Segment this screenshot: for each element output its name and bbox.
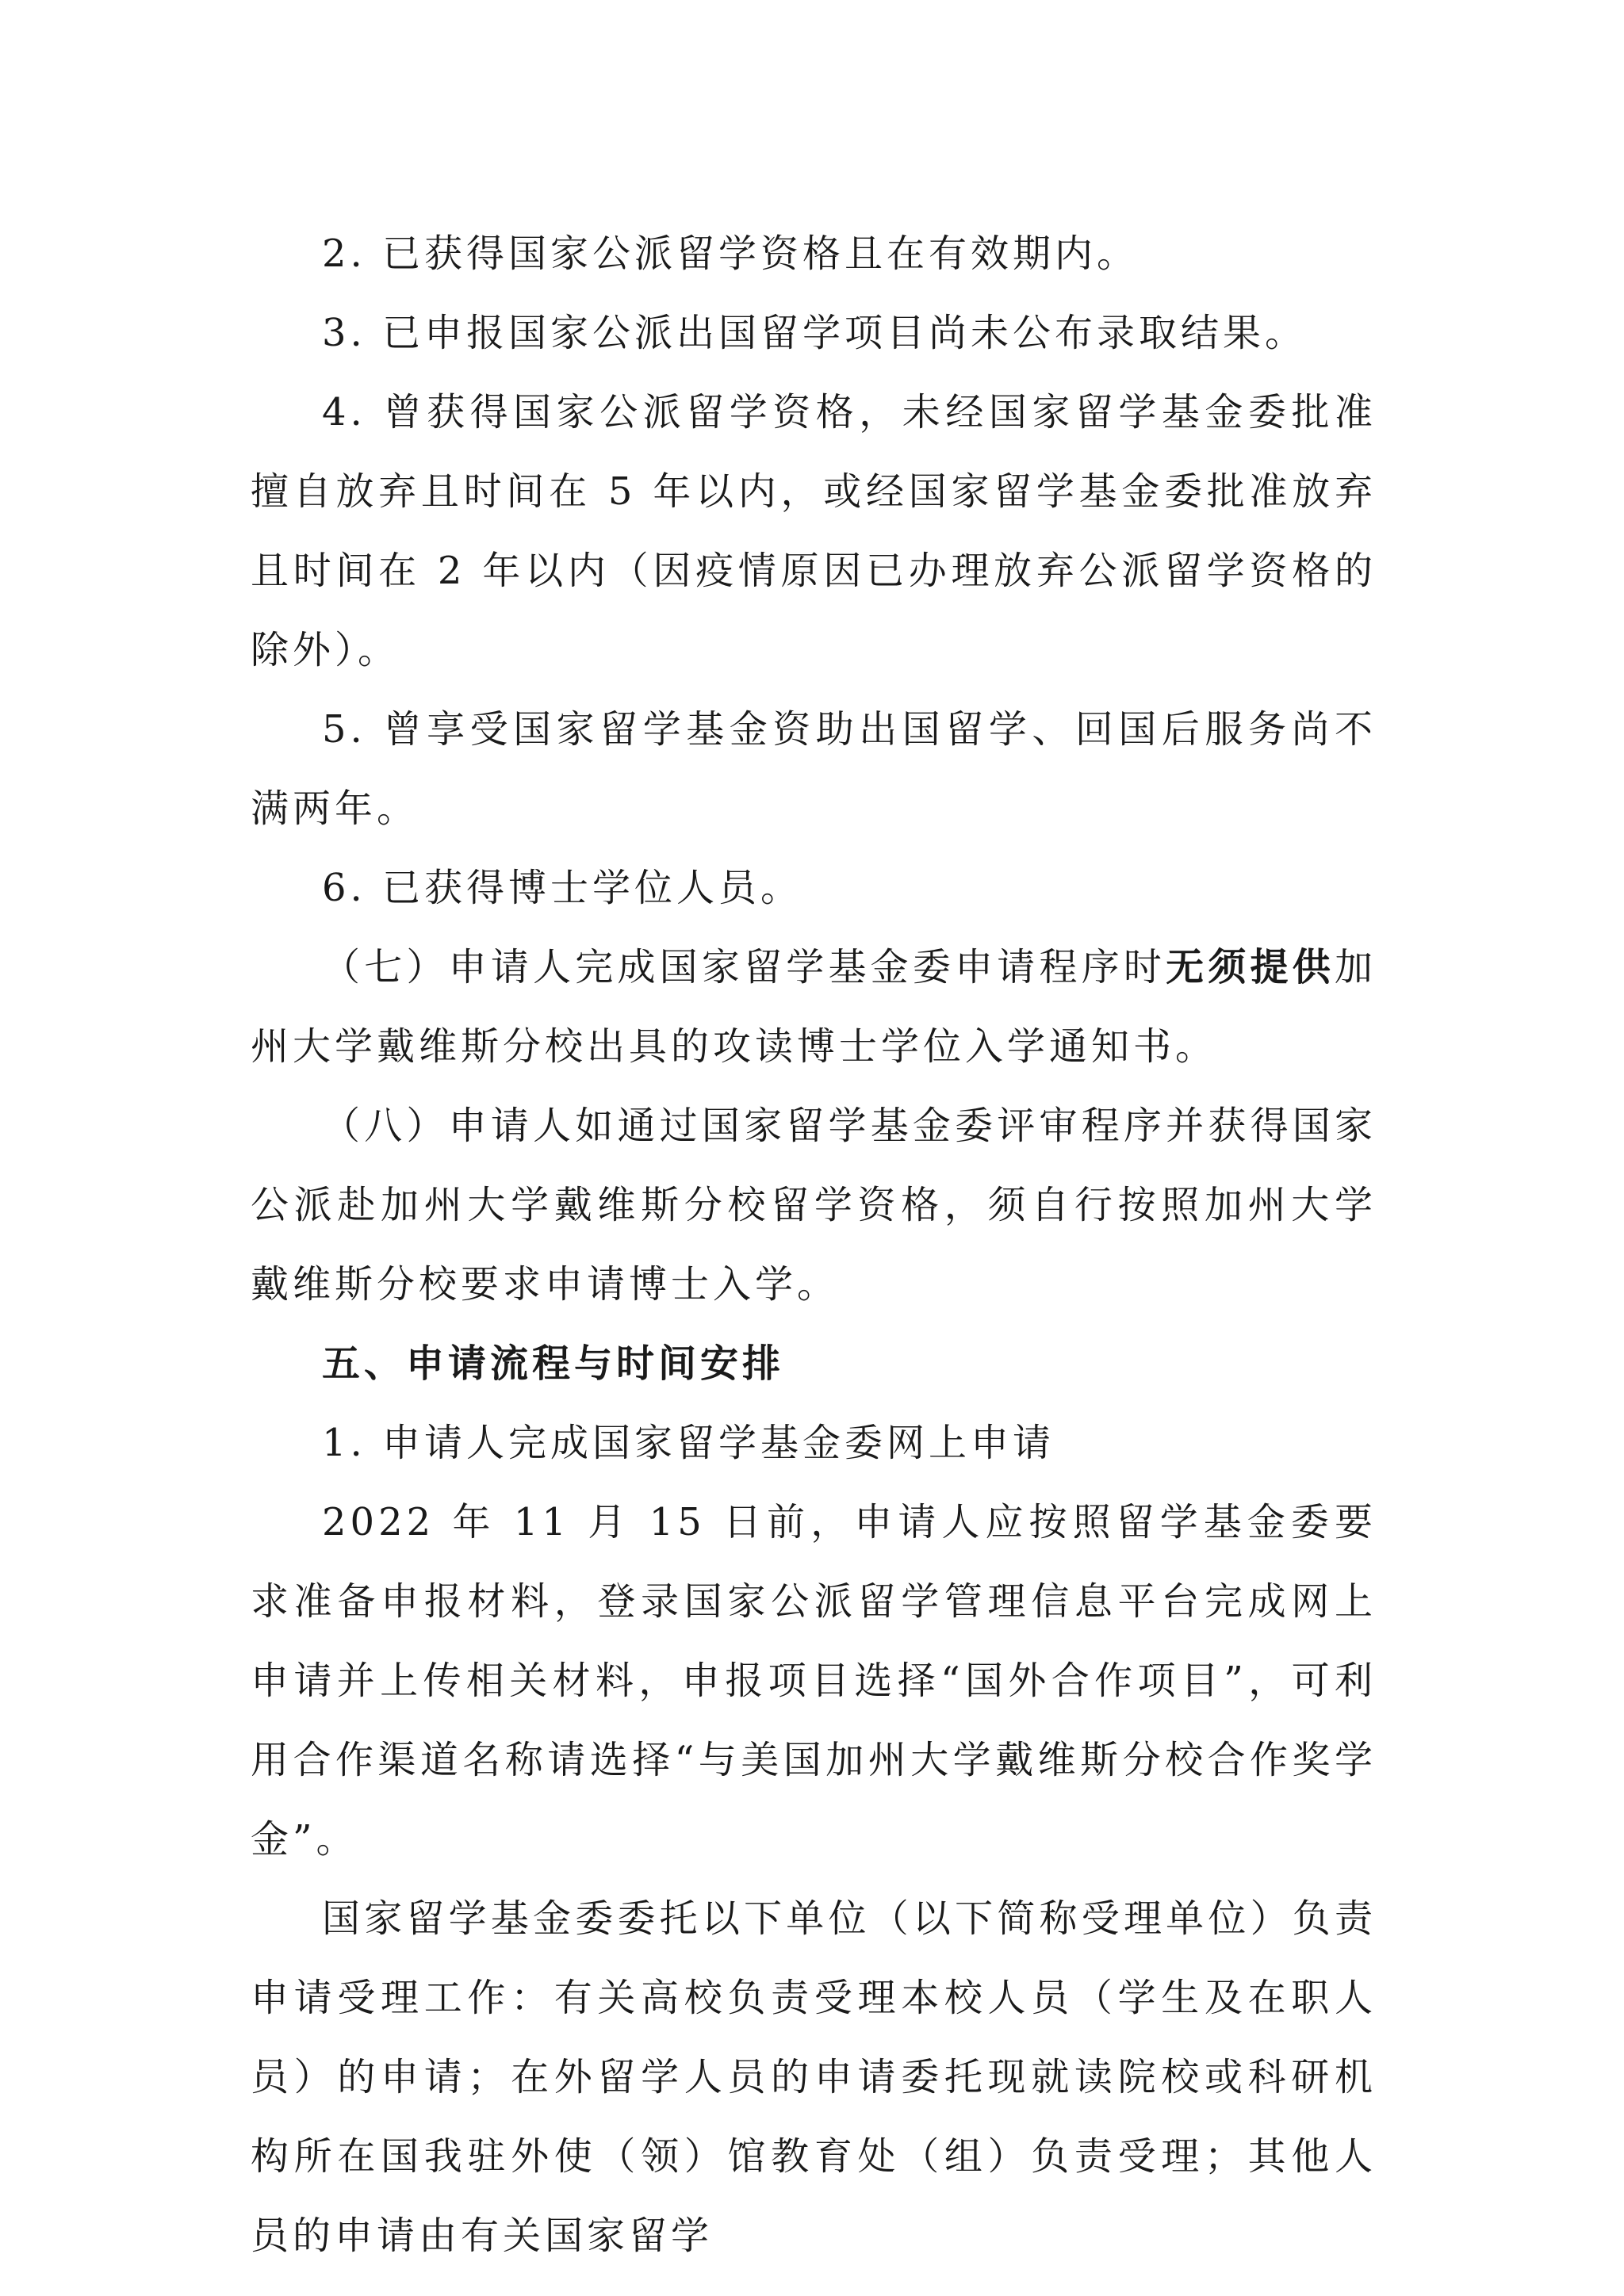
clause-7-text-after: 加州大学戴维斯分校出具的攻读博士学位入学通知书。 [251, 945, 1377, 1069]
entrust-paragraph: 国家留学基金委委托以下单位（以下简称受理单位）负责申请受理工作：有关高校负责受理本校人员（学生及在职人员）的申请；在外留学人员的申请委托现就读院校或科研机构所在国我驻外使（领）馆教育处（组）负责受理；其他人员的申请由有关国家留学 [251, 1896, 1377, 2258]
document-body [251, 214, 1377, 2275]
list-item-4: 4. 曾获得国家公派留学资格，未经国家留学基金委批准擅自放弃且时间在 5 年以内，或经国家留学基金委批准放弃且时间在 2 年以内（因疫情原因已办理放弃公派留学资格的除外）。 [251, 390, 1377, 672]
section-5-heading: 五、申请流程与时间安排 [322, 1341, 785, 1386]
clause-7-text-before: （七）申请人完成国家留学基金委申请程序时 [322, 945, 1166, 989]
step-1-paragraph: 2022 年 11 月 15 日前，申请人应按照留学基金委要求准备申报材料，登录国家公派留学管理信息平台完成网上申请并上传相关材料，申报项目选择“国外合作项目”，可利用合作渠道名称请选择“与美国加州大学戴维斯分校合作奖学金”。 [251, 1500, 1377, 1862]
list-item-2: 2. 已获得国家公派留学资格且在有效期内。 [322, 232, 1139, 276]
clause-7-bold-text: 无须提供 [1166, 945, 1335, 989]
list-item-3: 3. 已申报国家公派出国留学项目尚未公布录取结果。 [322, 311, 1308, 355]
clause-7 [251, 928, 1377, 1086]
list-item-6: 6. 已获得博士学位人员。 [322, 866, 803, 910]
clause-8: （八）申请人如通过国家留学基金委评审程序并获得国家公派赴加州大学戴维斯分校留学资格，须自行按照加州大学戴维斯分校要求申请博士入学。 [251, 1104, 1377, 1307]
step-1-heading: 1. 申请人完成国家留学基金委网上申请 [322, 1421, 1055, 1465]
list-item-5: 5. 曾享受国家留学基金资助出国留学、回国后服务尚不满两年。 [251, 707, 1377, 831]
